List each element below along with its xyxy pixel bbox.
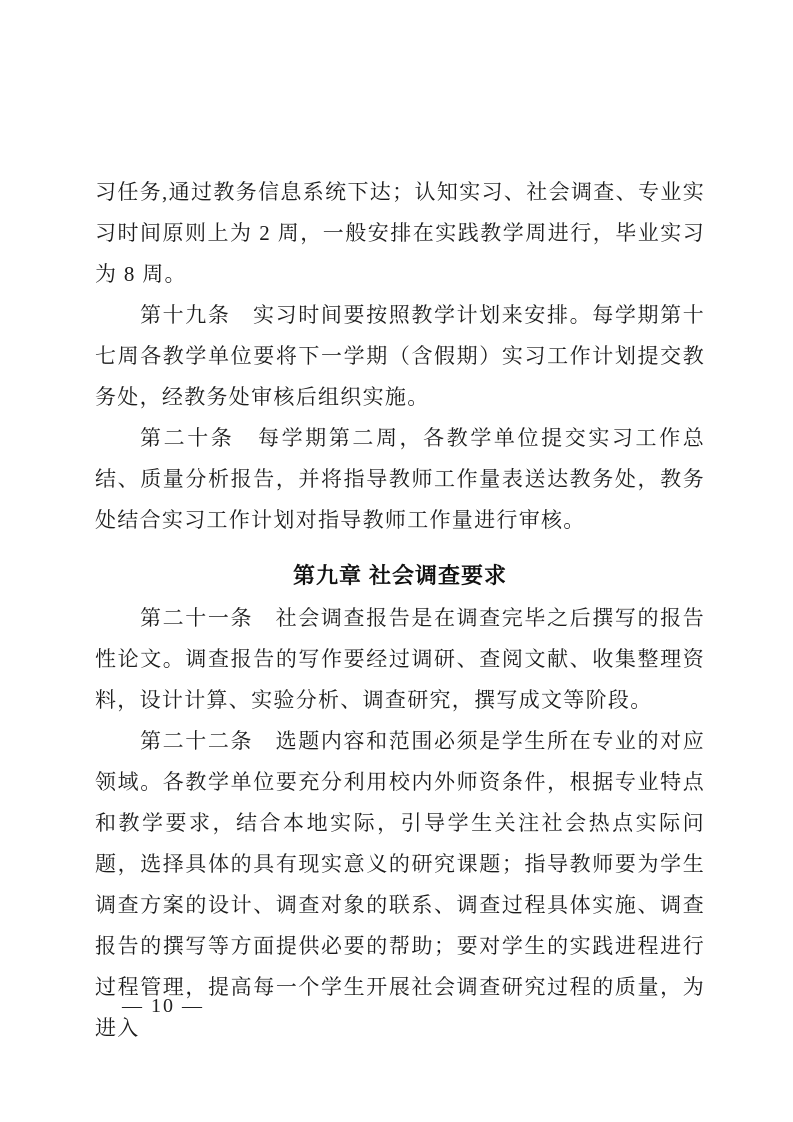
- body-paragraph-article-20: 第二十条 每学期第二周，各教学单位提交实习工作总结、质量分析报告，并将指导教师工作量表送达教务处，教务处结合实习工作计划对指导教师工作量进行审核。: [95, 426, 705, 532]
- body-paragraph-continuation: 习任务,通过教务信息系统下达；认知实习、社会调查、专业实习时间原则上为 2 周，一般安排在实践教学周进行，毕业实习为 8 周。: [95, 180, 705, 286]
- chapter-heading: 第九章 社会调查要求: [292, 563, 508, 588]
- page-number: — 10 —: [122, 995, 204, 1017]
- body-paragraph-article-19: 第十九条 实习时间要按照教学计划来安排。每学期第十七周各教学单位要将下一学期（含假期）实习工作计划提交教务处，经教务处审核后组织实施。: [95, 303, 705, 409]
- document-text-block: [95, 172, 705, 1049]
- body-paragraph-article-22: 第二十二条 选题内容和范围必须是学生所在专业的对应领域。各教学单位要充分利用校内外师资条件，根据专业特点和教学要求，结合本地实际，引导学生关注社会热点实际问题，选择具体的具有现实意义的研究课题；指导教师要为学生调查方案的设计、调查对象的联系、调查过程具体实施、调查报告的撰写等方面提供必要的帮助；要对学生的实践进程进行过程管理，提高每一个学生开展社会调查研究过程的质量，为进入: [95, 729, 705, 1040]
- body-paragraph-article-21: 第二十一条 社会调查报告是在调查完毕之后撰写的报告性论文。调查报告的写作要经过调研、查阅文献、收集整理资料，设计计算、实验分析、调查研究，撰写成文等阶段。: [95, 606, 705, 712]
